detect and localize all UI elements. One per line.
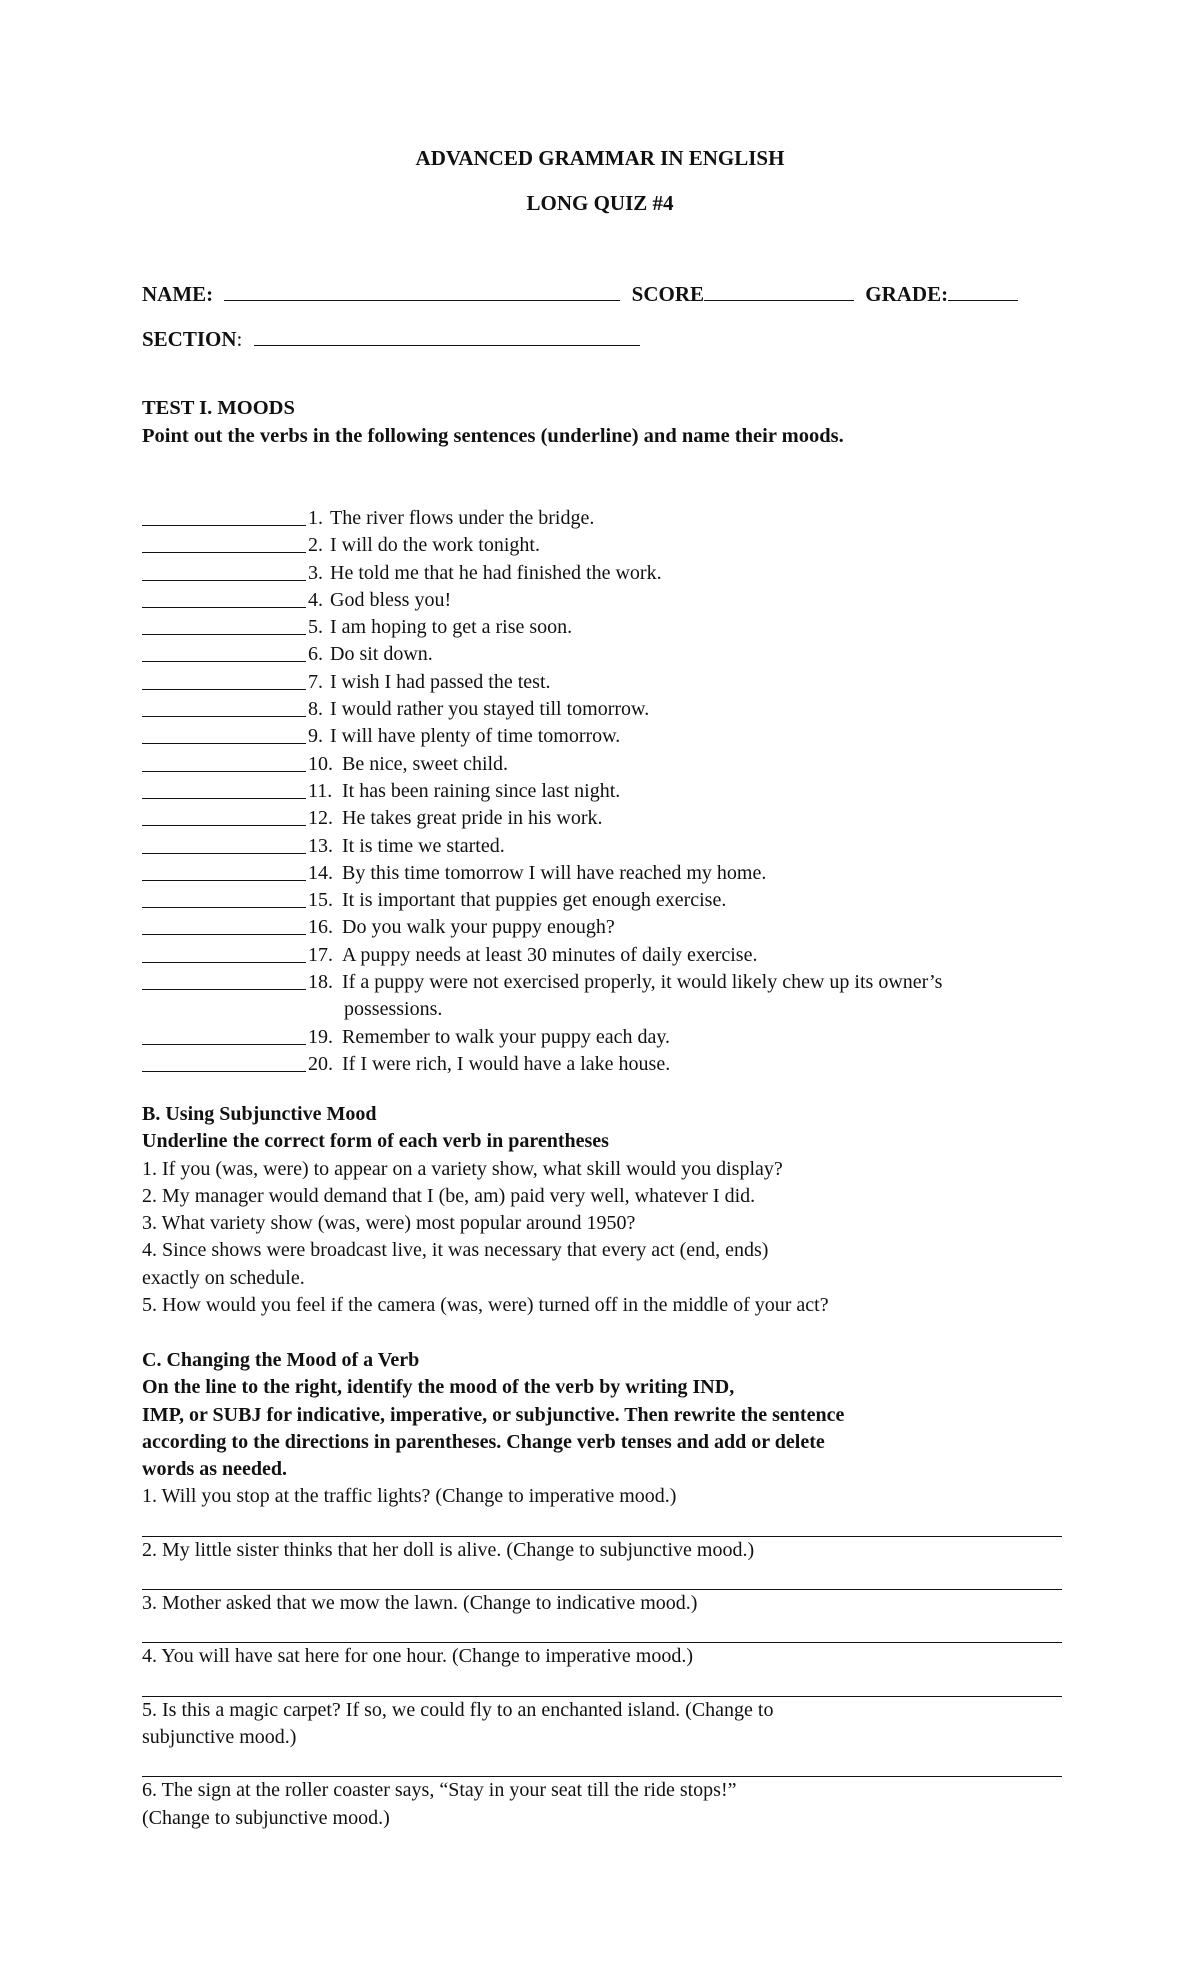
item-number: 11.	[308, 779, 333, 802]
list-item	[142, 778, 1082, 805]
item-number: 20.	[308, 1052, 333, 1075]
item-number: 16.	[308, 916, 333, 939]
answer-line[interactable]	[142, 661, 306, 662]
section-c-instruction-line: words as needed.	[142, 1458, 288, 1481]
item-number: 1.	[308, 507, 323, 529]
item-text: The river flows under the bridge.	[330, 507, 595, 529]
answer-line[interactable]	[142, 743, 306, 744]
question-text: 3. Mother asked that we mow the lawn. (Change to indicative mood.)	[142, 1592, 698, 1615]
list-item	[142, 532, 1082, 559]
list-item	[142, 560, 1082, 587]
list-item	[142, 969, 1082, 1024]
answer-line[interactable]	[142, 716, 306, 717]
answer-line[interactable]	[142, 989, 306, 990]
section-b-line: 5. How would you feel if the camera (was, were) turned off in the middle of your act?	[142, 1294, 829, 1317]
list-item	[142, 587, 1082, 614]
list-item	[142, 887, 1082, 914]
section-c-instruction-line: according to the directions in parentheses. Change verb tenses and add or delete	[142, 1430, 825, 1453]
section-blank[interactable]	[254, 325, 640, 346]
answer-line[interactable]	[142, 880, 306, 881]
question-text: 6. The sign at the roller coaster says, “Stay in your seat till the ride stops!”	[142, 1779, 737, 1802]
item-text: I will have plenty of time tomorrow.	[330, 725, 621, 748]
item-text: I am hoping to get a rise soon.	[330, 616, 573, 639]
item-text-continued: possessions.	[344, 998, 443, 1021]
test1-heading: TEST I. MOODS	[142, 397, 295, 419]
section-colon: :	[236, 327, 243, 351]
item-text: Be nice, sweet child.	[342, 752, 509, 775]
section-c-instruction-line: On the line to the right, identify the mood of the verb by writing IND,	[142, 1376, 735, 1399]
section-label: SECTION	[142, 327, 237, 351]
list-item	[142, 914, 1082, 941]
section-c-instruction-line: IMP, or SUBJ for indicative, imperative, or subjunctive. Then rewrite the sentence	[142, 1403, 845, 1426]
item-text: He told me that he had finished the work.	[330, 561, 662, 584]
answer-line[interactable]	[142, 525, 306, 526]
list-item	[142, 696, 1082, 723]
answer-line[interactable]	[142, 798, 306, 799]
section-b-heading: B. Using Subjunctive Mood	[142, 1103, 377, 1125]
question-text: 1. Will you stop at the traffic lights? (Change to imperative mood.)	[142, 1485, 677, 1508]
item-number: 4.	[308, 588, 323, 611]
document-title: ADVANCED GRAMMAR IN ENGLISH	[415, 146, 785, 170]
answer-line[interactable]	[142, 580, 306, 581]
answer-line[interactable]	[142, 1044, 306, 1045]
item-text: Remember to walk your puppy each day.	[342, 1025, 671, 1048]
answer-line[interactable]	[142, 1071, 306, 1072]
list-item	[142, 860, 1082, 887]
item-number: 13.	[308, 834, 333, 857]
item-number: 8.	[308, 698, 323, 721]
answer-line[interactable]	[142, 853, 306, 854]
item-number: 15.	[308, 889, 333, 912]
item-number: 19.	[308, 1025, 333, 1048]
section-b-line: 4. Since shows were broadcast live, it was necessary that every act (end, ends)	[142, 1239, 769, 1262]
item-text: It is time we started.	[342, 834, 505, 857]
list-item	[142, 833, 1082, 860]
item-text: If a puppy were not exercised properly, it would likely chew up its owner’s	[342, 971, 943, 994]
item-number: 12.	[308, 807, 333, 830]
answer-line[interactable]	[142, 607, 306, 608]
item-number: 2.	[308, 534, 323, 557]
item-text: Do you walk your puppy enough?	[342, 916, 615, 939]
answer-line[interactable]	[142, 689, 306, 690]
section-b-instruction: Underline the correct form of each verb in parentheses	[142, 1130, 609, 1153]
item-number: 10.	[308, 752, 333, 775]
item-text: I wish I had passed the test.	[330, 670, 551, 693]
list-item	[142, 1051, 1082, 1078]
list-item	[142, 805, 1082, 832]
list-item	[142, 669, 1082, 696]
item-text: Do sit down.	[330, 643, 433, 666]
question-text-continued: (Change to subjunctive mood.)	[142, 1806, 390, 1829]
list-item	[142, 614, 1082, 641]
grade-blank[interactable]	[948, 280, 1018, 301]
answer-line[interactable]	[142, 934, 306, 935]
answer-line[interactable]	[142, 962, 306, 963]
section-b-line: 1. If you (was, were) to appear on a variety show, what skill would you display?	[142, 1157, 783, 1180]
name-blank[interactable]	[224, 280, 620, 301]
name-label: NAME:	[142, 282, 214, 306]
item-text: It is important that puppies get enough exercise.	[342, 889, 727, 912]
list-item	[142, 505, 1082, 532]
item-text: If I were rich, I would have a lake house.	[342, 1052, 671, 1075]
list-item	[142, 723, 1082, 750]
section-b	[142, 1101, 1082, 1319]
list-item	[142, 1024, 1082, 1051]
test1-instruction: Point out the verbs in the following sentences (underline) and name their moods.	[142, 425, 844, 447]
item-text: A puppy needs at least 30 minutes of daily exercise.	[342, 943, 758, 966]
section-b-line: exactly on schedule.	[142, 1266, 305, 1289]
item-number: 9.	[308, 725, 323, 748]
answer-line[interactable]	[142, 907, 306, 908]
item-text: By this time tomorrow I will have reached my home.	[342, 861, 767, 884]
item-text: I would rather you stayed till tomorrow.	[330, 698, 650, 721]
answer-line[interactable]	[142, 634, 306, 635]
section-b-line: 2. My manager would demand that I (be, am) paid very well, whatever I did.	[142, 1184, 756, 1207]
item-text: God bless you!	[330, 588, 452, 611]
question-text: 5. Is this a magic carpet? If so, we could fly to an enchanted island. (Change to	[142, 1698, 774, 1721]
item-number: 17.	[308, 943, 333, 966]
item-number: 5.	[308, 616, 323, 639]
answer-line[interactable]	[142, 552, 306, 553]
section-row	[142, 325, 640, 353]
list-item	[142, 751, 1082, 778]
answer-line[interactable]	[142, 771, 306, 772]
item-text: He takes great pride in his work.	[342, 807, 603, 830]
question-text: 2. My little sister thinks that her doll is alive. (Change to subjunctive mood.)	[142, 1538, 755, 1561]
item-number: 6.	[308, 643, 323, 666]
name-score-grade-row	[142, 280, 1018, 308]
score-blank[interactable]	[704, 280, 854, 301]
question-text: 4. You will have sat here for one hour. (Change to imperative mood.)	[142, 1645, 693, 1668]
section-c	[142, 1347, 1082, 1832]
section-b-line: 3. What variety show (was, were) most popular around 1950?	[142, 1212, 636, 1235]
score-label: SCORE	[631, 282, 705, 306]
question-text-continued: subjunctive mood.)	[142, 1725, 297, 1748]
grade-label: GRADE:	[865, 282, 949, 306]
section-c-heading: C. Changing the Mood of a Verb	[142, 1349, 420, 1371]
list-item	[142, 942, 1082, 969]
item-number: 3.	[308, 561, 323, 584]
list-item	[142, 641, 1082, 668]
item-number: 18.	[308, 971, 333, 994]
item-text: I will do the work tonight.	[330, 534, 540, 557]
item-number: 7.	[308, 670, 323, 693]
item-number: 14.	[308, 861, 333, 884]
answer-line[interactable]	[142, 825, 306, 826]
document-subtitle: LONG QUIZ #4	[526, 191, 674, 215]
item-text: It has been raining since last night.	[342, 779, 621, 802]
test1-items	[142, 505, 1082, 1078]
